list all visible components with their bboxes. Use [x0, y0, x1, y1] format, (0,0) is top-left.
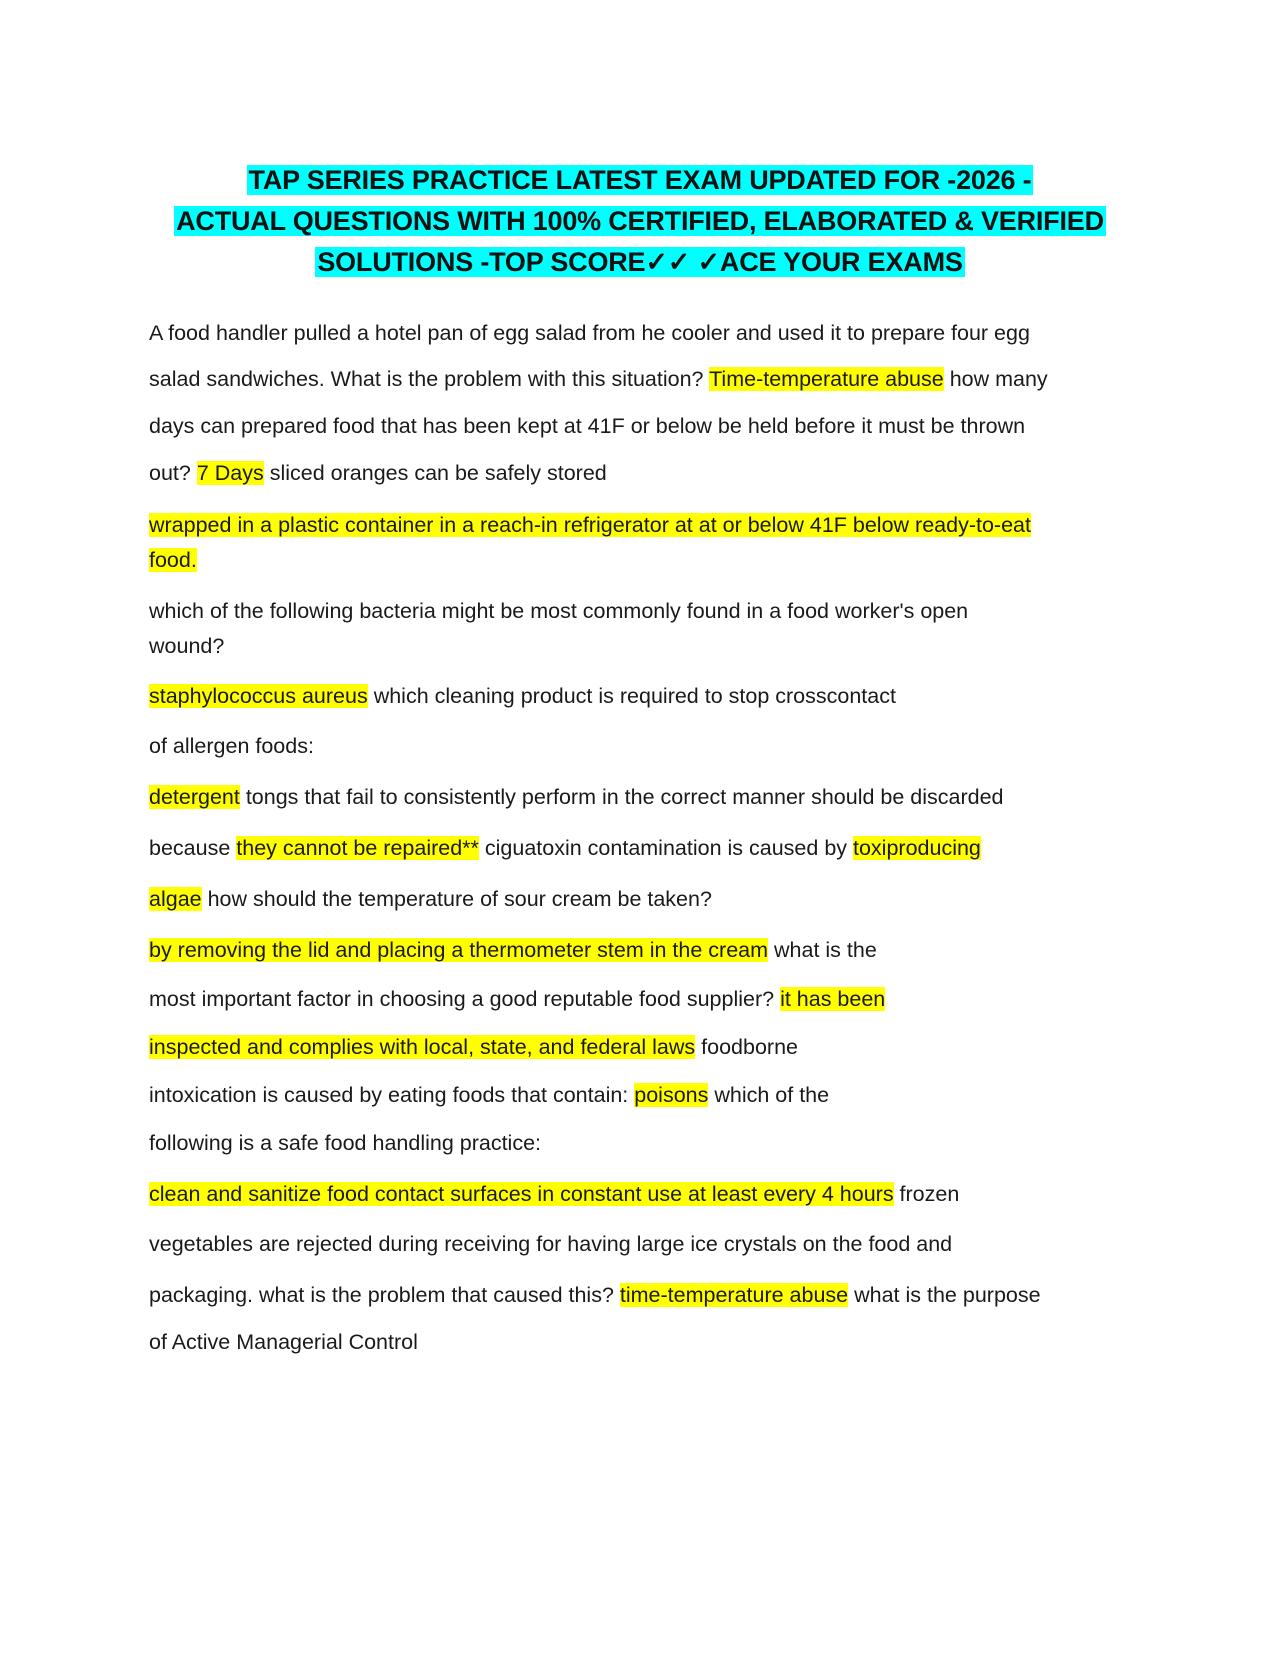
- text-segment: what is the: [768, 938, 877, 962]
- text-line: [149, 681, 896, 711]
- text-line: [149, 631, 224, 661]
- text-segment: wound?: [149, 634, 225, 658]
- text-segment: A food handler pulled a hotel pan of egg salad from he cooler and used it to prepare four egg: [149, 321, 1030, 345]
- text-line: [149, 1280, 1041, 1310]
- text-line: [149, 411, 1025, 441]
- text-segment: foodborne: [695, 1035, 798, 1059]
- text-line: [149, 1179, 959, 1209]
- text-line: [149, 833, 981, 863]
- highlighted-answer: toxiproducing: [853, 836, 981, 860]
- text-segment: most important factor in choosing a good reputable food supplier?: [149, 987, 781, 1011]
- highlighted-answer: it has been: [780, 987, 886, 1011]
- highlighted-answer: 7 Days: [196, 461, 264, 485]
- text-segment: of allergen foods:: [149, 734, 314, 758]
- text-line: [149, 782, 1004, 812]
- highlighted-answer: staphylococcus aureus: [149, 684, 368, 708]
- text-segment: out?: [149, 461, 197, 485]
- text-segment: intoxication is caused by eating foods that contain:: [149, 1083, 635, 1107]
- text-line: [149, 1080, 829, 1110]
- text-segment: of Active Managerial Control: [149, 1330, 418, 1354]
- highlighted-answer: food.: [149, 548, 197, 572]
- text-line: [149, 1128, 541, 1158]
- text-line: [149, 596, 968, 626]
- text-segment: tongs that fail to consistently perform in the correct manner should be discarded: [239, 785, 1004, 809]
- text-segment: packaging. what is the problem that caused this?: [149, 1283, 620, 1307]
- title-line-1: TAP SERIES PRACTICE LATEST EXAM UPDATED FOR -2026 -: [248, 165, 1032, 195]
- text-line: [149, 935, 877, 965]
- highlighted-answer: clean and sanitize food contact surfaces in constant use at least every 4 hours: [149, 1182, 894, 1206]
- text-segment: how should the temperature of sour cream be taken?: [201, 887, 712, 911]
- text-line: [149, 1032, 798, 1062]
- text-segment: vegetables are rejected during receiving for having large ice crystals on the food and: [149, 1232, 953, 1256]
- text-line: [149, 545, 197, 575]
- text-line: [149, 1327, 418, 1357]
- text-line: [149, 884, 712, 914]
- text-segment: days can prepared food that has been kept at 41F or below be held before it must be thrown: [149, 414, 1026, 438]
- title-line-2: ACTUAL QUESTIONS WITH 100% CERTIFIED, ELABORATED & VERIFIED: [176, 206, 1104, 236]
- text-line: [149, 458, 607, 488]
- highlighted-answer: wrapped in a plastic container in a reach-in refrigerator at at or below 41F below ready-to-eat: [149, 513, 1031, 537]
- text-segment: following is a safe food handling practice:: [149, 1131, 542, 1155]
- highlighted-answer: algae: [149, 887, 202, 911]
- highlighted-answer: poisons: [634, 1083, 709, 1107]
- highlighted-answer: detergent: [149, 785, 240, 809]
- text-line: [149, 364, 1048, 394]
- text-segment: which cleaning product is required to stop crosscontact: [367, 684, 896, 708]
- text-segment: which of the following bacteria might be most commonly found in a food worker's open: [149, 599, 969, 623]
- text-line: [149, 731, 314, 761]
- text-segment: salad sandwiches. What is the problem with this situation?: [149, 367, 710, 391]
- text-line: [149, 510, 1031, 540]
- text-segment: which of the: [708, 1083, 830, 1107]
- text-segment: how many: [943, 367, 1048, 391]
- text-segment: frozen: [893, 1182, 960, 1206]
- text-line: [149, 318, 1030, 348]
- text-segment: what is the purpose: [848, 1283, 1041, 1307]
- text-segment: because: [149, 836, 237, 860]
- highlighted-answer: inspected and complies with local, state, and federal laws: [149, 1035, 696, 1059]
- highlighted-answer: they cannot be repaired**: [236, 836, 479, 860]
- text-segment: sliced oranges can be safely stored: [263, 461, 607, 485]
- text-line: [149, 1229, 952, 1259]
- document-title: [100, 160, 1180, 283]
- highlighted-answer: time-temperature abuse: [619, 1283, 849, 1307]
- text-line: [149, 984, 885, 1014]
- highlighted-answer: by removing the lid and placing a thermometer stem in the cream: [149, 938, 769, 962]
- text-segment: ciguatoxin contamination is caused by: [478, 836, 853, 860]
- title-line-3: SOLUTIONS -TOP SCORE✓✓ ✓ACE YOUR EXAMS: [317, 247, 963, 277]
- highlighted-answer: Time-temperature abuse: [709, 367, 944, 391]
